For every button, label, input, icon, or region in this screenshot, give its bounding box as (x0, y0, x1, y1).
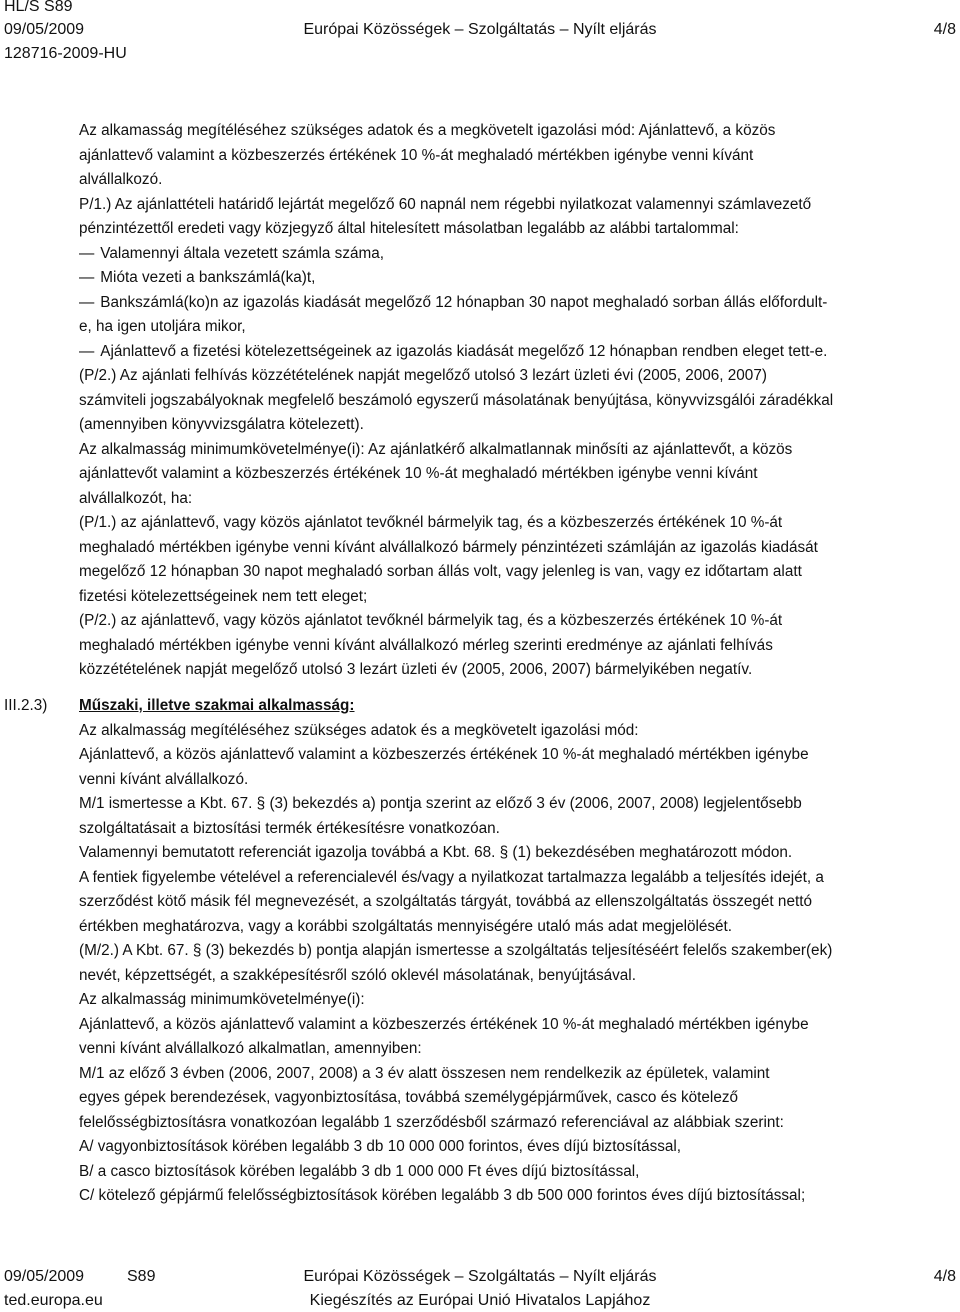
text-line: (P/2.) az ajánlattevő, vagy közös ajánlatot tevőknél bármelyik tag, és a közbeszerzés értékének 10 %-át (79, 612, 783, 629)
text-line: A fentiek figyelembe vételével a referencialevél és/vagy a nyilatkozat tartalmazza legalább a teljesítés idejét, a (79, 868, 824, 886)
footer-page-number: 4/8 (933, 1268, 956, 1285)
text-line: meghaladó mértékben igénybe venni kívánt alvállalkozó bármely pénzintézeti számláján az igazolás kiadását (79, 538, 818, 556)
text-line: Az alkalmasság minimumkövetelménye(i): (79, 991, 365, 1008)
header-date: 09/05/2009 (4, 21, 85, 38)
text-line: értékben meghatározva, vagy a korábbi szolgáltatás mennyiségére utaló más adat megjelölését. (79, 917, 733, 935)
requirements-block (79, 119, 954, 683)
header-doc-type: HL/S S89 (4, 0, 73, 15)
text-line: alvállalkozó. (79, 171, 163, 188)
text-line: Az alkalmasság megítéléséhez szükséges adatok és a megkövetelt igazolási mód: (79, 721, 639, 739)
dash-list-item: — Valamennyi általa vezetett számla száma, (79, 242, 954, 267)
header-publication-title: Európai Közösségek – Szolgáltatás – Nyílt eljárás (303, 21, 657, 38)
text-line: Az alkamasság megítéléséhez szükséges adatok és a megkövetelt igazolási mód: Ajánlattevő, a közös (79, 122, 776, 139)
text-line: C/ kötelező gépjármű felelősségbiztosítások körében legalább 3 db 500 000 forintos éves díjú biztosítással; (79, 1187, 806, 1204)
text-line: (M/2.) A Kbt. 67. § (3) bekezdés b) pontja alapján ismertesse a szolgáltatás teljesítéséért felelős szakember(ek) (79, 942, 833, 959)
footer-publication-title: Európai Közösségek – Szolgáltatás – Nyílt eljárás (303, 1268, 657, 1285)
text-line: ajánlattevőt valamint a közbeszerzés értékének 10 %-át meghaladó mértékben igénybe venni kívánt (79, 465, 758, 482)
text-line: A/ vagyonbiztosítások körében legalább 3 db 10 000 000 forintos, éves díjú biztosítással, (79, 1138, 682, 1155)
text-line: nevét, képzettségét, a szakképesítésről szóló oklevél másolatának, benyújtásával. (79, 966, 636, 984)
footer-publisher: Kiegészítés az Európai Unió Hivatalos Lapjához (309, 1292, 651, 1309)
text-line: Az alkalmasság minimumkövetelménye(i): Az ajánlatkérő alkalmatlannak minősíti az ajánlattevőt, a közös (79, 440, 793, 458)
text-line: megelőző 12 hónapban 30 napot meghaladó sorban állás volt, vagy jelenleg is van, vagy ez időtartam alatt (79, 563, 802, 580)
text-line: számviteli jogszabályoknak megfelelő beszámoló egyszerű másolatának benyújtása, könyvvizsgálói záradékkal (79, 391, 834, 409)
text-line: szerződést kötő másik fél megnevezését, a szolgáltatás tárgyát, továbbá az ellenszolgáltatás összegét nettó (79, 893, 812, 910)
text-line: M/1 az előző 3 évben (2006, 2007, 2008) a 3 év alatt összesen nem rendelkezik az épületek, valamint (79, 1064, 770, 1082)
text-line: B/ a casco biztosítások körében legalább 3 db 1 000 000 Ft éves díjú biztosítással, (79, 1162, 640, 1180)
text-line: szolgáltatásait a biztosítási termék értékesítésre vonatkozóan. (79, 819, 500, 837)
text-line: (P/2.) Az ajánlati felhívás közzétételének napját megelőző utolsó 3 lezárt üzleti évi (2005, 2006, 2007) (79, 367, 767, 384)
text-line: alvállalkozót, ha: (79, 489, 193, 507)
header-page-number: 4/8 (933, 21, 956, 38)
text-line: fizetési kötelezettségeinek nem tett eleget; (79, 587, 368, 605)
text-line: P/1.) Az ajánlattételi határidő lejártát megelőző 60 napnál nem régebbi nyilatkozat valamennyi számlavezető (79, 195, 812, 213)
text-line: közzétételének napját megelőző utolsó 3 lezárt üzleti év (2005, 2006, 2007) bármelyikében negatív. (79, 661, 753, 678)
dash-list-item: — Bankszámlá(ko)n az igazolás kiadását megelőző 12 hónapban 30 napot meghaladó sorban állás előfordult- (79, 291, 954, 316)
section-number: III.2.3) (4, 697, 48, 714)
text-line: Valamennyi bemutatott referenciát igazolja továbbá a Kbt. 68. § (1) bekezdésében meghatározott módon. (79, 844, 793, 861)
technical-capacity-block (79, 694, 954, 1209)
text-line: pénzintézettől eredeti vagy közjegyző által hitelesített másolatban legalább az alábbi tartalommal: (79, 220, 739, 237)
footer-series: S89 (127, 1268, 156, 1285)
dash-list-item: — Mióta vezeti a bankszámlá(ka)t, (79, 266, 954, 291)
text-line: Ajánlattevő, a közös ajánlattevő valamint a közbeszerzés értékének 10 %-át meghaladó mértékben igénybe (79, 1015, 809, 1033)
section-title: Műszaki, illetve szakmai alkalmasság: (79, 697, 355, 714)
dash-list-item: — Ajánlattevő a fizetési kötelezettségeinek az igazolás kiadását megelőző 12 hónapban rendben eleget tett-e. (79, 340, 954, 365)
text-line: (P/1.) az ajánlattevő, vagy közös ajánlatot tevőknél bármelyik tag, és a közbeszerzés értékének 10 %-át (79, 514, 783, 531)
header-doc-id: 128716-2009-HU (4, 45, 127, 62)
text-line: M/1 ismertesse a Kbt. 67. § (3) bekezdés a) pontja szerint az előző 3 év (2006, 2007, 2008) legjelentősebb (79, 795, 802, 812)
text-line: venni kívánt alvállalkozó. (79, 770, 249, 788)
text-line: egyes gépek berendezések, vagyonbiztosítása, továbbá személygépjárművek, casco és kötelező (79, 1089, 738, 1106)
text-line: venni kívánt alvállalkozó alkalmatlan, amennyiben: (79, 1040, 422, 1057)
text-line: e, ha igen utoljára mikor, (79, 318, 246, 335)
text-line: felelősségbiztosításra vonatkozóan legalább 1 szerződésből származó referenciával az alábbiak szerint: (79, 1113, 784, 1131)
footer-site-link[interactable]: ted.europa.eu (4, 1292, 103, 1309)
footer-date: 09/05/2009 (4, 1268, 85, 1285)
text-line: ajánlattevő valamint a közbeszerzés értékének 10 %-át meghaladó mértékben igénybe venni kívánt (79, 146, 754, 164)
text-line: (amennyiben könyvvizsgálatra kötelezett). (79, 416, 364, 433)
text-line: Ajánlattevő, a közös ajánlattevő valamint a közbeszerzés értékének 10 %-át meghaladó mértékben igénybe (79, 746, 809, 763)
text-line: meghaladó mértékben igénybe venni kívánt alvállalkozó mérleg szerinti eredménye az ajánlati felhívás (79, 636, 773, 654)
